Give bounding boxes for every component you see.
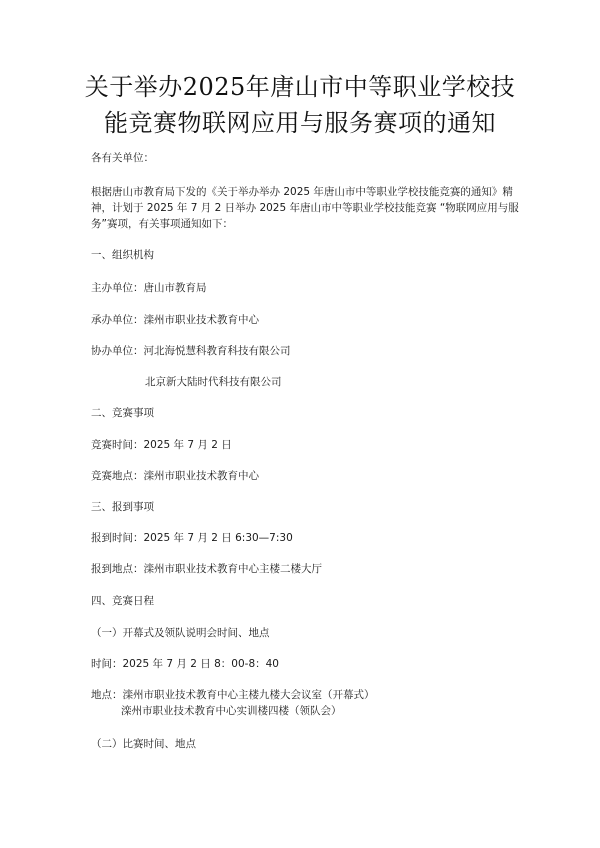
registration-place-value: 滦州市职业技术教育中心主楼二楼大厅 <box>143 563 322 575</box>
co-organizer-value-1: 河北海悦慧科教育科技有限公司 <box>143 345 291 357</box>
registration-time-label: 报到时间： <box>91 532 144 544</box>
co-organizer-row <box>91 343 291 359</box>
section-heading-schedule: 四、竞赛日程 <box>91 595 154 607</box>
section-heading-organization: 一、组织机构 <box>91 249 154 261</box>
schedule-opening-place-line-2: 滦州市职业技术教育中心实训楼四楼（领队会） <box>121 705 342 717</box>
contest-time-value: 2025 年 7 月 2 日 <box>143 439 232 451</box>
contest-place-value: 滦州市职业技术教育中心 <box>143 470 259 482</box>
registration-place-label: 报到地点： <box>91 563 144 575</box>
document-title-line-2: 能竞赛物联网应用与服务赛项的通知 <box>104 109 496 137</box>
schedule-sub-heading-1: （一）开幕式及领队说明会时间、地点 <box>91 627 270 639</box>
contest-place-row <box>91 468 259 484</box>
section-heading-contest: 二、竞赛事项 <box>91 407 154 419</box>
section-heading-registration: 三、报到事项 <box>91 501 154 513</box>
contest-time-row <box>91 437 232 453</box>
organizer-value: 滦州市职业技术教育中心 <box>143 314 259 326</box>
schedule-sub-heading-2: （二）比赛时间、地点 <box>91 738 196 750</box>
registration-time-row <box>91 530 293 546</box>
host-label: 主办单位： <box>91 282 144 294</box>
document-title-line-1: 关于举办2025年唐山市中等职业学校技 <box>84 73 516 101</box>
organizer-label: 承办单位： <box>91 314 144 326</box>
host-value: 唐山市教育局 <box>143 282 207 294</box>
registration-time-value: 2025 年 7 月 2 日 6:30—7:30 <box>143 532 293 544</box>
intro-line-1: 根据唐山市教育局下发的《关于举办举办 2025 年唐山市中等职业学校技能竞赛的通知》精 <box>91 186 513 198</box>
contest-time-label: 竞赛时间： <box>91 439 144 451</box>
co-organizer-label: 协办单位： <box>91 345 144 357</box>
intro-line-2: 神，计划于 2025 年 7 月 2 日举办 2025 年唐山市中等职业学校技能竞赛 “物联网应用与服 <box>91 202 519 214</box>
schedule-opening-place-line-1: 地点：滦州市职业技术教育中心主楼九楼大会议室（开幕式） <box>91 689 375 701</box>
host-row <box>91 280 207 296</box>
contest-place-label: 竞赛地点： <box>91 470 144 482</box>
salutation: 各有关单位： <box>91 152 154 164</box>
schedule-opening-time: 时间：2025 年 7 月 2 日 8：00-8：40 <box>91 658 279 670</box>
co-organizer-value-2: 北京新大陆时代科技有限公司 <box>145 376 282 388</box>
organizer-row <box>91 312 259 328</box>
registration-place-row <box>91 561 322 577</box>
intro-line-3: 务”赛项，有关事项通知如下： <box>91 218 233 230</box>
